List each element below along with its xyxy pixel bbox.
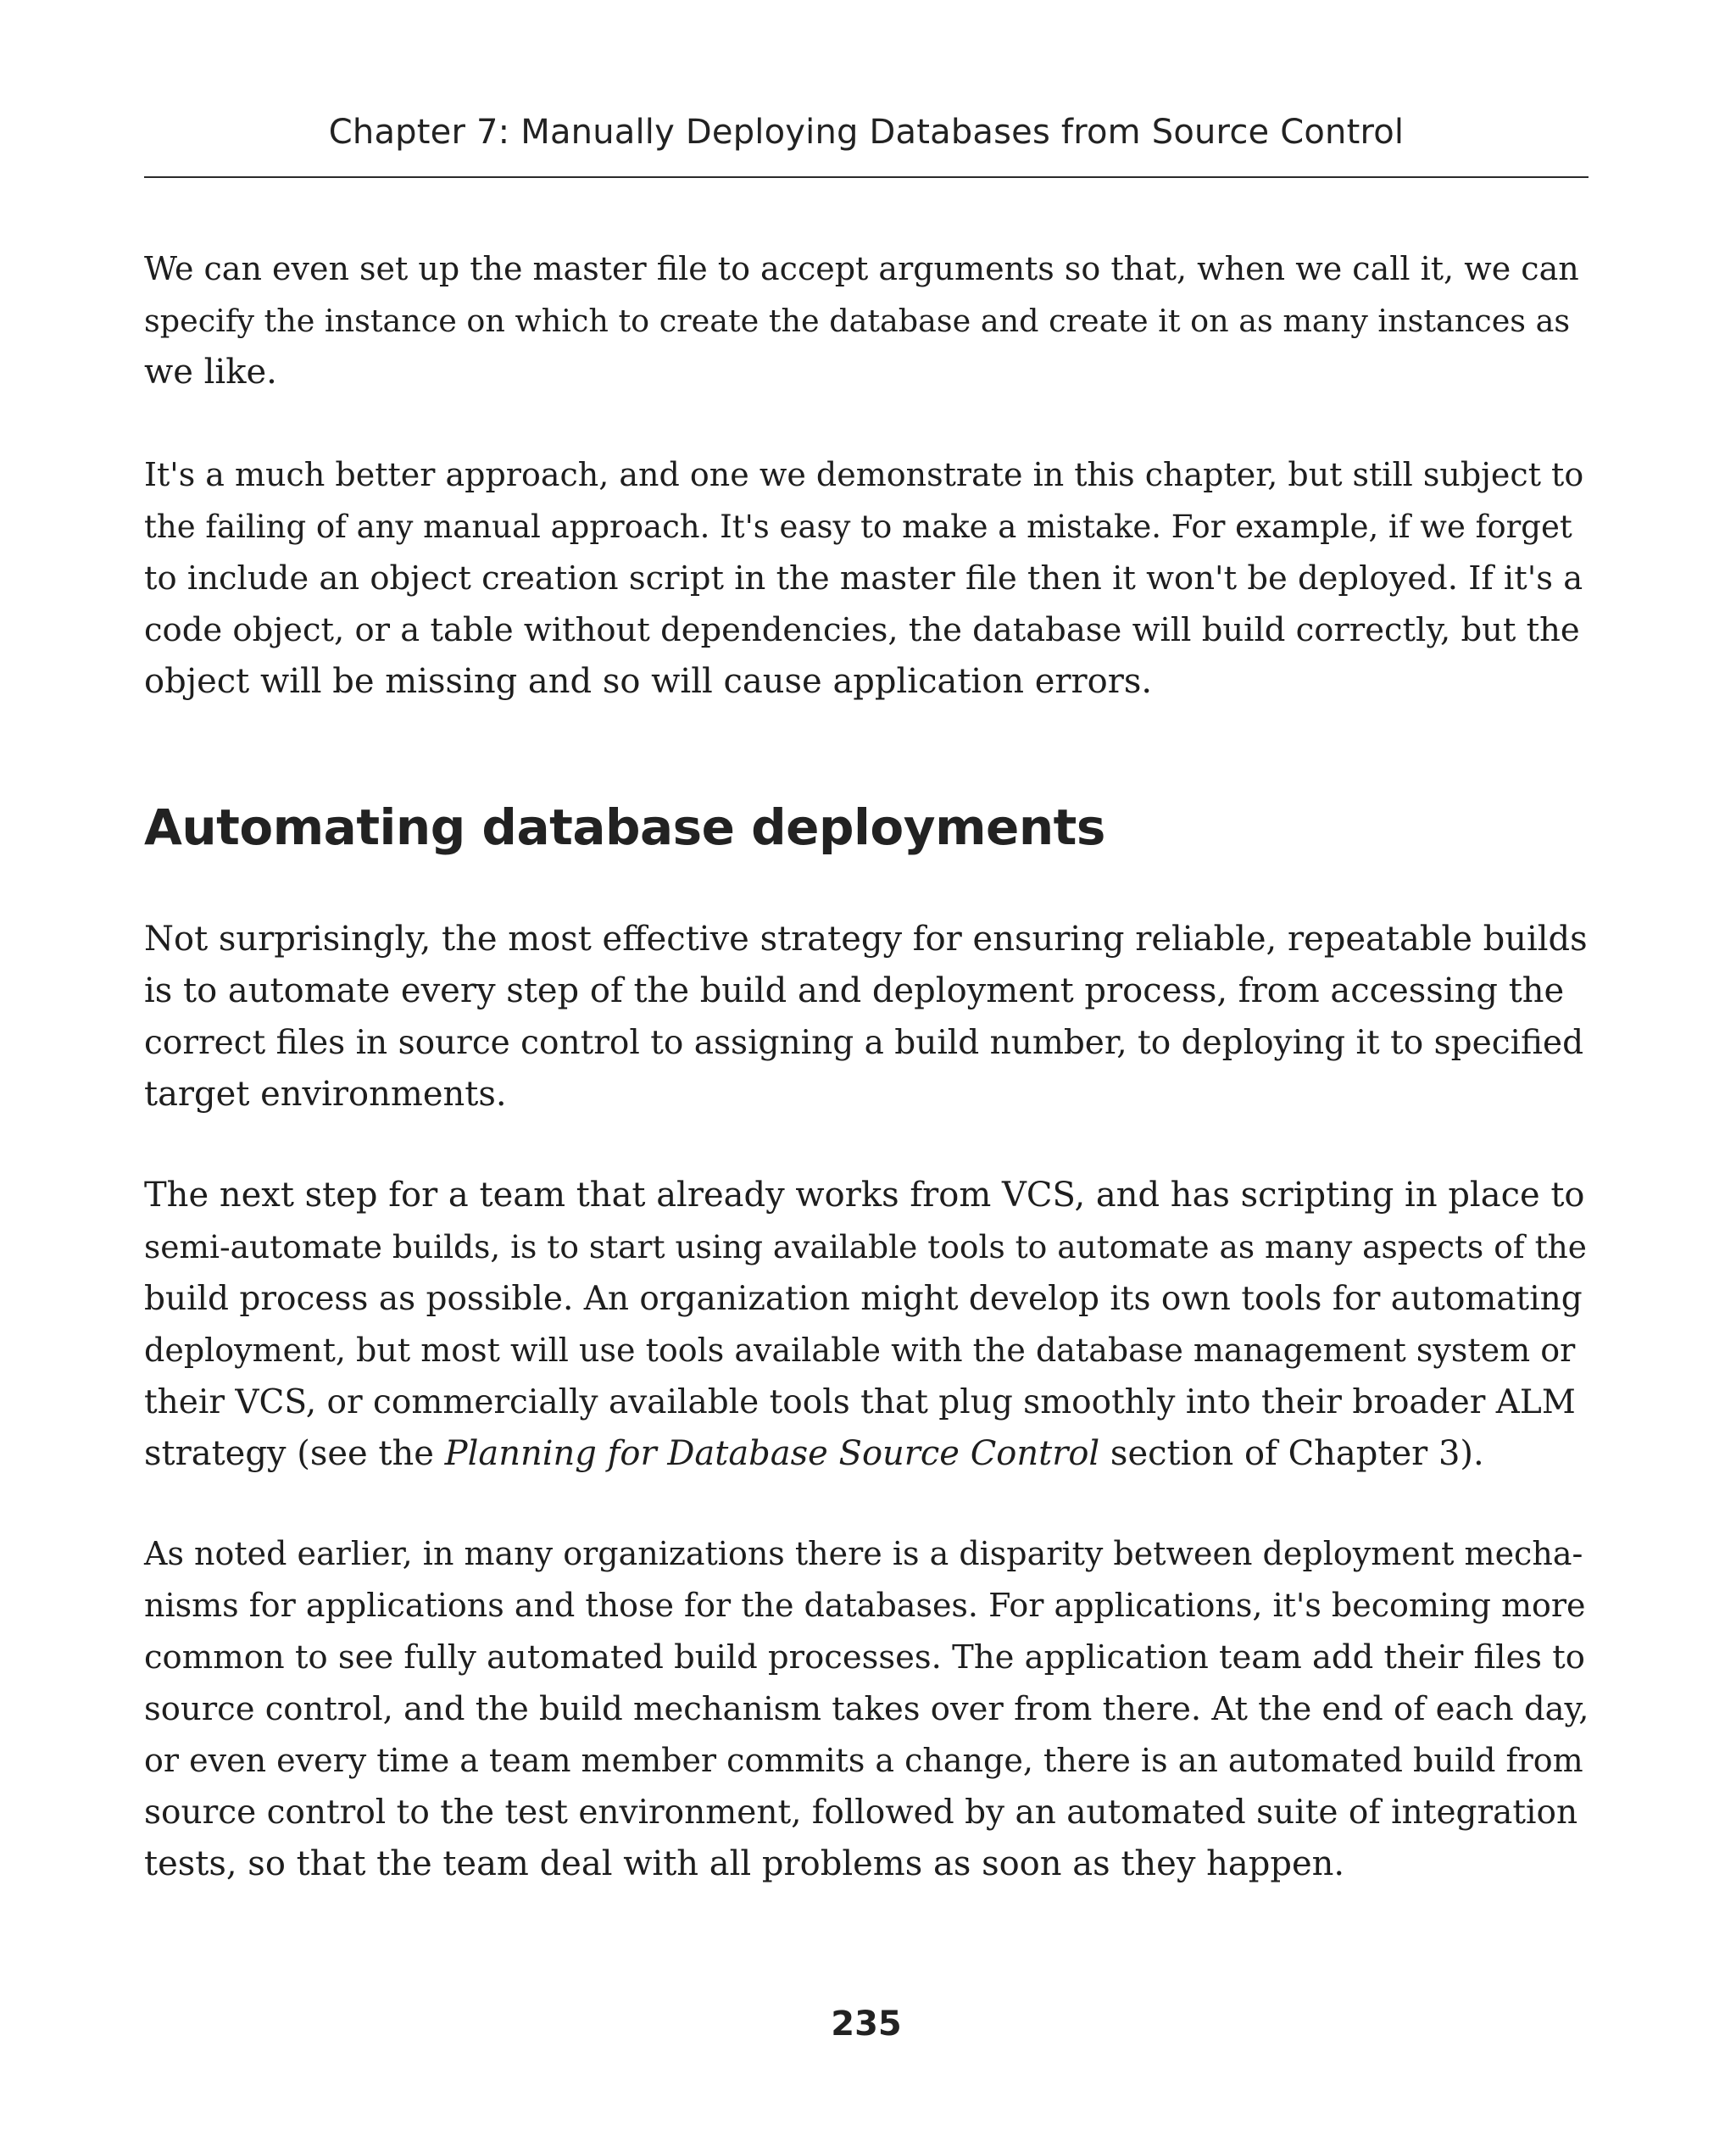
text-line: nisms for applications and those for the databases. For applications, it's becoming more	[144, 1587, 1586, 1624]
paragraph-master-file-arguments	[144, 243, 1589, 398]
text-line: specify the instance on which to create the database and create it on as many instances as	[144, 303, 1571, 339]
text-line: correct files in source control to assigning a build number, to deploying it to specified	[144, 1024, 1584, 1062]
section-heading: Automating database deployments	[144, 798, 1105, 856]
cross-reference-title: Planning for Database Source Control	[444, 1434, 1100, 1473]
text-line: the failing of any manual approach. It's easy to make a mistake. For example, if we forget	[144, 509, 1572, 545]
text-line: As noted earlier, in many organizations there is a disparity between deployment mecha-	[144, 1535, 1583, 1572]
text-line: target environments.	[144, 1075, 507, 1114]
paragraph-automate-every-step	[144, 914, 1589, 1121]
running-header: Chapter 7: Manually Deploying Databases from Source Control	[328, 113, 1405, 152]
text-line: common to see fully automated build processes. The application team add their files to	[144, 1638, 1585, 1677]
text-line: we like.	[144, 353, 277, 392]
text-line: to include an object creation script in the master file then it won't be deployed. If it's a	[144, 559, 1583, 598]
text-line: source control, and the build mechanism takes over from there. At the end of each day,	[144, 1690, 1589, 1728]
text-line: Not surprisingly, the most effective strategy for ensuring reliable, repeatable builds	[144, 920, 1588, 959]
text-line: build process as possible. An organization might develop its own tools for automating	[144, 1280, 1583, 1318]
header-rule	[144, 176, 1589, 178]
text-line: It's a much better approach, and one we demonstrate in this chapter, but still subject to	[144, 456, 1584, 493]
text-line: code object, or a table without dependencies, the database will build correctly, but the	[144, 611, 1580, 649]
text-line: We can even set up the master file to accept arguments so that, when we call it, we can	[144, 250, 1579, 287]
text-line	[144, 1428, 1589, 1480]
text-run: section of Chapter 3).	[1099, 1434, 1484, 1473]
text-line: source control to the test environment, followed by an automated suite of integration	[144, 1793, 1578, 1832]
text-line: is to automate every step of the build and deployment process, from accessing the	[144, 971, 1565, 1010]
page-number: 235	[831, 2005, 902, 2044]
text-line: deployment, but most will use tools available with the database management system or	[144, 1332, 1576, 1369]
text-line: The next step for a team that already works from VCS, and has scripting in place to	[144, 1176, 1585, 1215]
text-line: object will be missing and so will cause application errors.	[144, 662, 1153, 701]
paragraph-deployment-disparity	[144, 1528, 1589, 1890]
book-page	[144, 0, 1589, 2141]
paragraph-next-step-tools	[144, 1170, 1589, 1480]
paragraph-manual-approach-failing	[144, 449, 1589, 708]
text-line: tests, so that the team deal with all problems as soon as they happen.	[144, 1844, 1345, 1883]
text-run: strategy (see the	[144, 1434, 445, 1473]
text-line: or even every time a team member commits a change, there is an automated build from	[144, 1742, 1583, 1779]
text-line: their VCS, or commercially available tools that plug smoothly into their broader ALM	[144, 1383, 1576, 1421]
text-line: semi-automate builds, is to start using available tools to automate as many aspects of the	[144, 1228, 1588, 1265]
